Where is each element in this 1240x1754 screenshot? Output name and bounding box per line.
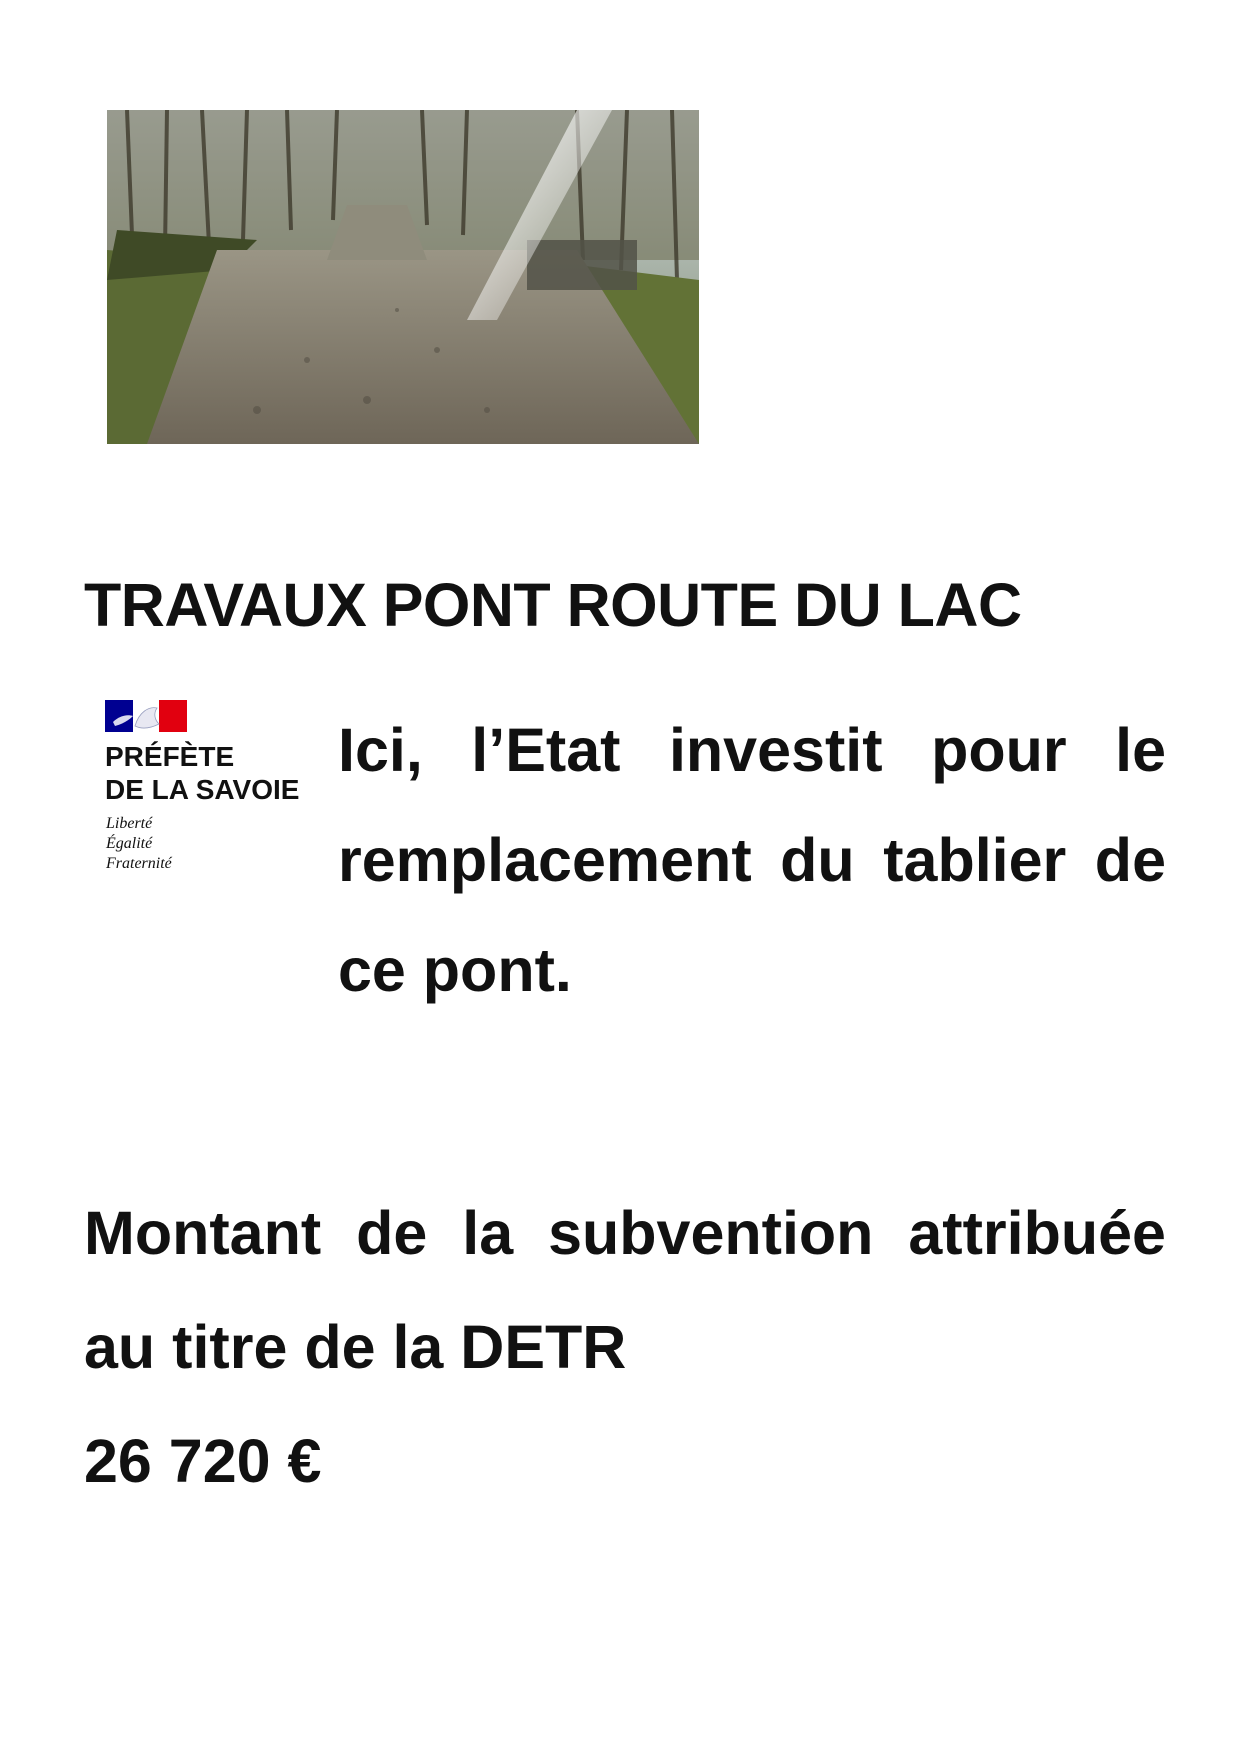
motto-fraternite: Fraternité: [106, 855, 172, 872]
prefecture-name-line-1: PRÉFÈTE: [105, 741, 235, 772]
subsidy-amount: 26 720 €: [84, 1427, 322, 1495]
marianne-flag-graphic: [105, 700, 187, 732]
investment-statement: Ici, l’Etat investit pour le remplacement du tablier de ce pont.: [338, 716, 1166, 1004]
poster-title: TRAVAUX PONT ROUTE DU LAC: [84, 571, 1022, 639]
bridge-road-photo-graphic: [107, 110, 699, 444]
prefecture-logo: [105, 700, 330, 880]
bridge-road-photo: [107, 110, 699, 444]
republic-motto: [106, 814, 172, 874]
marianne-flag-icon: [105, 700, 187, 732]
prefecture-name-line-2: DE LA SAVOIE: [105, 774, 300, 805]
prefecture-name: [105, 740, 299, 806]
motto-liberte: Liberté: [106, 815, 153, 832]
motto-egalite: Égalité: [106, 835, 153, 852]
subsidy-label: Montant de la subvention attribuée au titre de la DETR: [84, 1199, 1166, 1381]
